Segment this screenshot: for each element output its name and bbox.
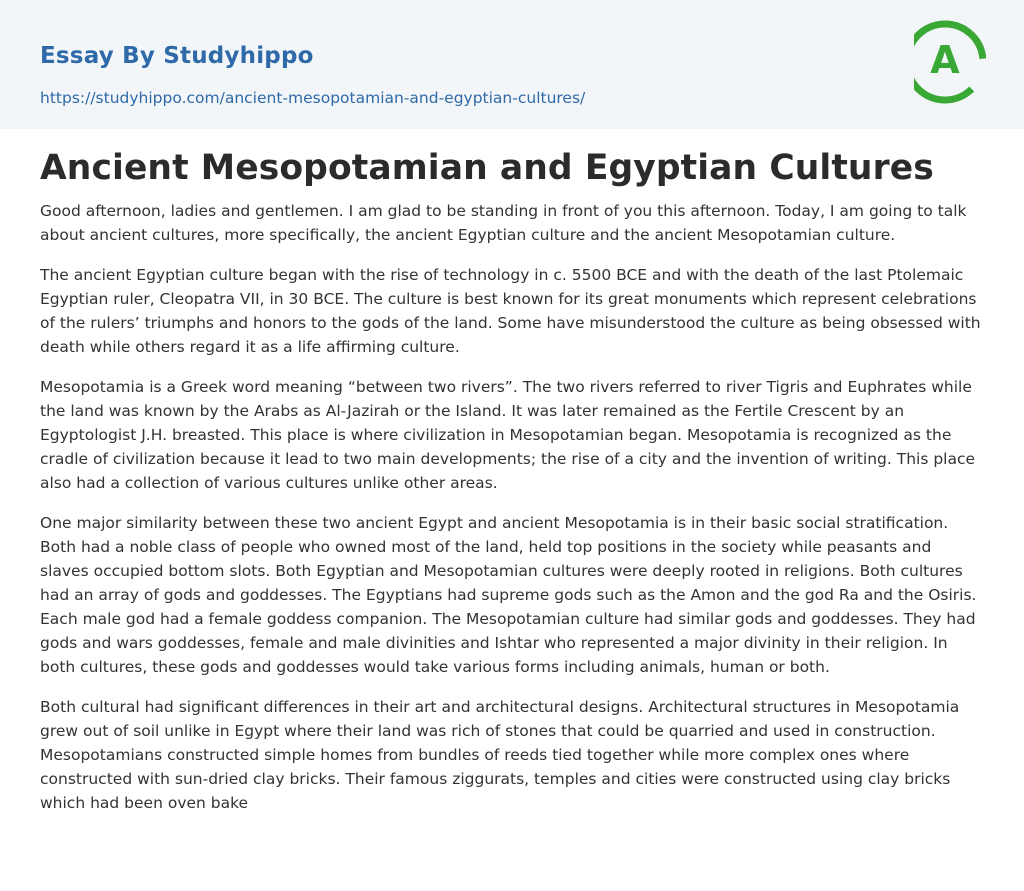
site-brand[interactable]: Essay By Studyhippo — [40, 43, 314, 69]
article-paragraph-3: Mesopotamia is a Greek word meaning “between two rivers”. The two rivers referred to river Tigris and Euphrates while the land was known by the Arabs as Al-Jazirah or the Island. It was later remained as the Fertile Crescent by an Egyptologist J.H. breasted. This place is where civilization in Mesopotamian began. Mesopotamia is recognized as the cradle of civilization because it lead to two main developments; the rise of a city and the invention of writing. This place also had a collection of various cultures unlike other areas. — [40, 378, 976, 492]
article-title: Ancient Mesopotamian and Egyptian Cultures — [40, 148, 934, 188]
site-header — [0, 0, 1024, 129]
article-paragraph-5: Both cultural had significant differences in their art and architectural designs. Architectural structures in Mesopotamia grew out of soil unlike in Egypt where their land was rich of stones that could be quarried and used in construction. Mesopotamians constructed simple homes from bundles of reeds tied together while more complex ones where constructed with sun-dried clay bricks. Their famous ziggurats, temples and cities were constructed using clay bricks which had been oven bake — [40, 698, 960, 812]
studyhippo-logo[interactable] — [914, 18, 986, 106]
essay-url-link[interactable]: https://studyhippo.com/ancient-mesopotamian-and-egyptian-cultures/ — [40, 89, 586, 107]
article-paragraph-2: The ancient Egyptian culture began with the rise of technology in c. 5500 BCE and with the death of the last Ptolemaic Egyptian ruler, Cleopatra VII, in 30 BCE. The culture is best known for its great monuments which represent celebrations of the rulers’ triumphs and honors to the gods of the land. Some have misunderstood the culture as being obsessed with death while others regard it as a life affirming culture. — [40, 266, 981, 356]
article-paragraph-1: Good afternoon, ladies and gentlemen. I am glad to be standing in front of you this afternoon. Today, I am going to talk about ancient cultures, more specifically, the ancient Egyptian culture and the ancient Mesopotamian culture. — [40, 202, 967, 244]
article-paragraph-4: One major similarity between these two ancient Egypt and ancient Mesopotamia is in their basic social stratification. Both had a noble class of people who owned most of the land, held top positions in the society while peasants and slaves occupied bottom slots. Both Egyptian and Mesopotamian cultures were deeply rooted in religions. Both cultures had an array of gods and goddesses. The Egyptians had supreme gods such as the Amon and the god Ra and the Osiris. Each male god had a female goddess companion. The Mesopotamian culture had similar gods and goddesses. They had gods and wars goddesses, female and male divinities and Ishtar who represented a major divinity in their religion. In both cultures, these gods and goddesses would take various forms including animals, human or both. — [40, 514, 977, 676]
article — [0, 147, 1024, 815]
logo-letter: A — [930, 38, 960, 82]
